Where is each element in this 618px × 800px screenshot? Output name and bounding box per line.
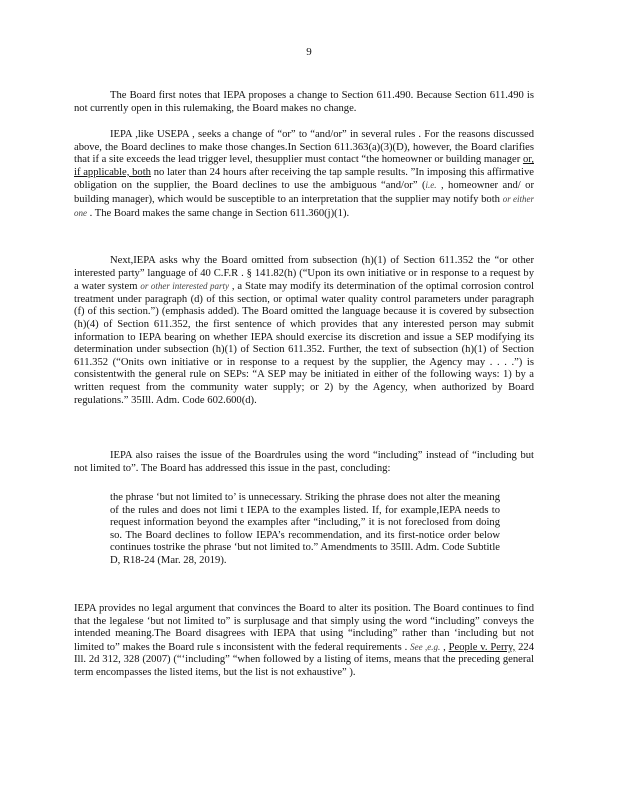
- paragraph-including: IEPA also raises the issue of the Boardrules using the word “including” instead of “including but not limited to”. The Board has addressed this issue in the past, concluding:: [74, 450, 534, 474]
- paragraph-text: Next,IEPA asks why the Board omitted from subsection (h)(1) of Section 611.352 the “or other interested party” language of 40 C.F.R . § 141.82(h) (“Upon its own initiative or in response to a request by a water system: [74, 255, 534, 293]
- paragraph-text: 224 Ill. 2d 312, 328 (2007) (“‘including” “when followed by a listing of items, means that the preceding general term encompasses the listed items, but the list is not exhaustive” ).: [74, 641, 534, 678]
- paragraph-text: no later than 24 hours after receiving the tap sample results. ”In imposing this affirmative obligation on the supplier, the Board declines to use the ambiguous “and/or” (: [74, 166, 534, 192]
- paragraph-text: IEPA provides no legal argument that convinces the Board to alter its position. The Board continues to find that the legalese ‘but not limited to” is surplusage and that simply using the word “including” conveys the intended meaning.The Board disagrees with IEPA that using “including” rather than ‘including but not limited to” makes the Board rule s inconsistent with the federal requirements .: [74, 603, 534, 653]
- italic-text: i.e.: [425, 180, 437, 191]
- italic-text: or either one: [74, 193, 534, 218]
- paragraph-and-or: [74, 129, 534, 220]
- italic-text: or other interested party: [140, 281, 229, 292]
- paragraph-section-611-490: The Board first notes that IEPA proposes a change to Section 611.490. Because Section 611.490 is not currently open in this rulemaking, the Board makes no change.: [74, 90, 534, 114]
- paragraph-text: , homeowner and/ or building manager), which would be susceptible to an interpretation that the supplier may notify both: [74, 180, 534, 205]
- paragraph-text: ,: [440, 641, 449, 653]
- paragraph-text: , a State may modify its determination of the optimal corrosion control treatment under paragraph (d) of this section, or optimal water quality control parameters under paragraph (f) of this section.”) (emphasis added). The Board omitted the language because it is covered by subsection (h)(4) of Section 611.352, the first sentence of which provides that any interested person may submit information to IEPA bearing on whether IEPA should exercise its discretion and issue a SEP modifying its determination under subsection (h)(1) of Section 611.352. Further, the text of subsection (h)(1) of Section 611.352 (“Onits own initiative or in response to a request by the supplier, the Agency may . . . .”) is consistentwith the general rule on SEPs: “A SEP may be initiated in either of the following ways: 1) by a written request from the community water supply; or 2) by the Agency, when authorized by Board regulations.” 35Ill. Adm. Code 602.600(d).: [74, 281, 535, 406]
- underlined-text: or, if applicable, both: [74, 154, 534, 178]
- paragraph-legalese: [74, 603, 534, 680]
- italic-text: See ,e.g.: [410, 641, 441, 652]
- page-number: 9: [306, 46, 312, 58]
- paragraph-text: . The Board makes the same change in Section 611.360(j)(1).: [87, 207, 350, 219]
- block-quote: the phrase ‘but not limited to’ is unnecessary. Striking the phrase does not alter the meaning of the rules and does not limi t IEPA to the examples listed. If, for example,IEPA needs to request information beyond the examples after “including,” it is not foreclosed from doing so. The Board declines to follow IEPA’s recommendation, and its first-notice order below continues tostrike the phrase ‘but not limited to.” Amendments to 35Ill. Adm. Code Subtitle D, R18-24 (Mar. 28, 2019).: [110, 492, 500, 566]
- paragraph-text: IEPA ,like USEPA , seeks a change of “or” to “and/or” in several rules . For the reasons discussed above, the Board declines to make those changes.In Section 611.363(a)(3)(D), however, the Board clarifies that if a site exceeds the lead trigger level, thesupplier must contact “the homeowner or building manager: [74, 129, 534, 166]
- paragraph-interested-party: [74, 255, 534, 407]
- case-citation: People v. Perry,: [448, 641, 516, 653]
